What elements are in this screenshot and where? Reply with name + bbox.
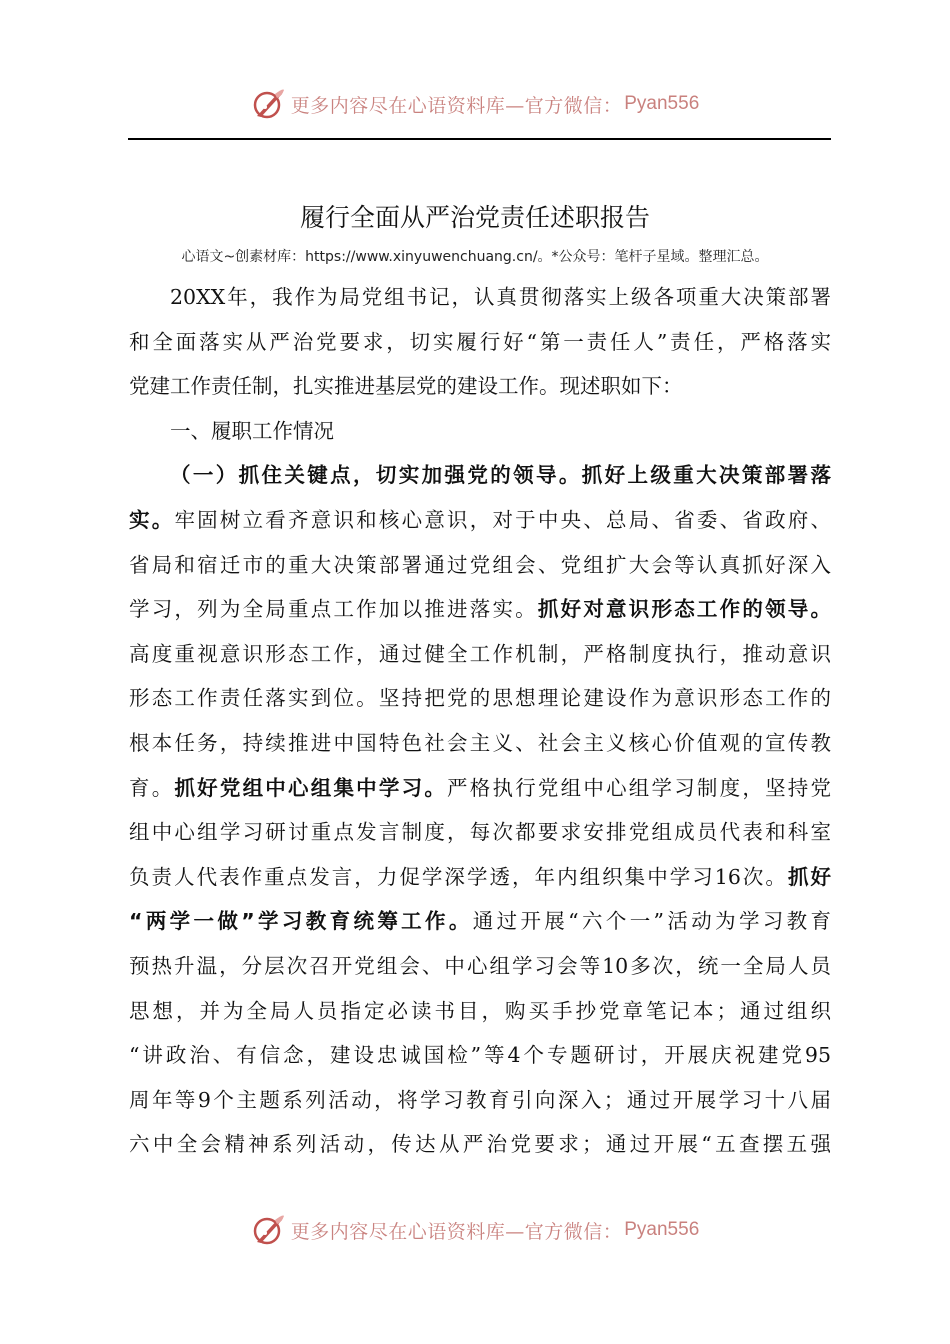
body-line: 育。抓好党组中心组集中学习。严格执行党组中心组学习制度，坚持党: [129, 775, 832, 800]
body-line: 学习，列为全局重点工作加以推进落实。抓好对意识形态工作的领导。: [129, 597, 832, 622]
body-line: 高度重视意识形态工作，通过健全工作机制，严格制度执行，推动意识: [129, 641, 831, 666]
body-line: 实。牢固树立看齐意识和核心意识，对于中央、总局、省委、省政府、: [129, 507, 832, 532]
section-heading: 一、履职工作情况: [170, 418, 334, 443]
source-note: 心语文~创素材库：https://www.xinyuwenchuang.cn/。*公众号：笔杆子星域。整理汇总。: [181, 249, 769, 265]
document-body: [129, 275, 831, 1167]
body-line: 党建工作责任制，扎实推进基层党的建设工作。现述职如下：: [129, 374, 683, 399]
footer-banner-text: 更多内容尽在心语资料库—官方微信：: [290, 1220, 623, 1243]
body-line: “讲政治、有信念，建设忠诚国检”等4个专题研讨，开展庆祝建党95: [129, 1043, 831, 1068]
body-line: 六中全会精神系列活动，传达从严治党要求；通过开展“五查摆五强: [129, 1132, 831, 1157]
body-line: 根本任务，持续推进中国特色社会主义、社会主义核心价值观的宣传教: [129, 730, 831, 755]
quill-pen-logo-icon: [251, 86, 287, 122]
body-line: 形态工作责任落实到位。坚持把党的思想理论建设作为意识形态工作的: [129, 686, 831, 711]
header-banner: [0, 84, 950, 124]
footer-banner-wechat-id: Pyan556: [624, 1219, 700, 1240]
body-line: 预热升温，分层次召开党组会、中心组学习会等10多次，统一全局人员: [129, 953, 831, 978]
header-banner-wechat-id: Pyan556: [624, 93, 700, 114]
body-line: 省局和宿迁市的重大决策部署通过党组会、党组扩大会等认真抓好深入: [129, 552, 831, 577]
body-line: 组中心组学习研讨重点发言制度，每次都要求安排党组成员代表和科室: [129, 820, 831, 845]
document-title: 履行全面从严治党责任述职报告: [299, 203, 650, 232]
body-line: 周年等9个主题系列活动，将学习教育引向深入；通过开展学习十八届: [129, 1087, 831, 1112]
footer-banner: [0, 1210, 950, 1250]
subsection-heading: （一）抓住关键点，切实加强党的领导。抓好上级重大决策部署落: [170, 463, 831, 488]
body-line: 负责人代表作重点发言，力促学深学透，年内组织集中学习16次。抓好: [129, 864, 831, 889]
header-banner-text: 更多内容尽在心语资料库—官方微信：: [290, 94, 623, 117]
header-divider: [128, 138, 831, 140]
body-line: 思想，并为全局人员指定必读书目，购买手抄党章笔记本；通过组织: [129, 998, 831, 1023]
quill-pen-logo-icon: [251, 1212, 287, 1248]
body-line: 20XX年，我作为局党组书记，认真贯彻落实上级各项重大决策部署: [170, 285, 831, 309]
body-line: 和全面落实从严治党要求，切实履行好“第一责任人”责任，严格落实: [129, 329, 831, 354]
body-line: “两学一做”学习教育统筹工作。通过开展“六个一”活动为学习教育: [129, 909, 831, 934]
